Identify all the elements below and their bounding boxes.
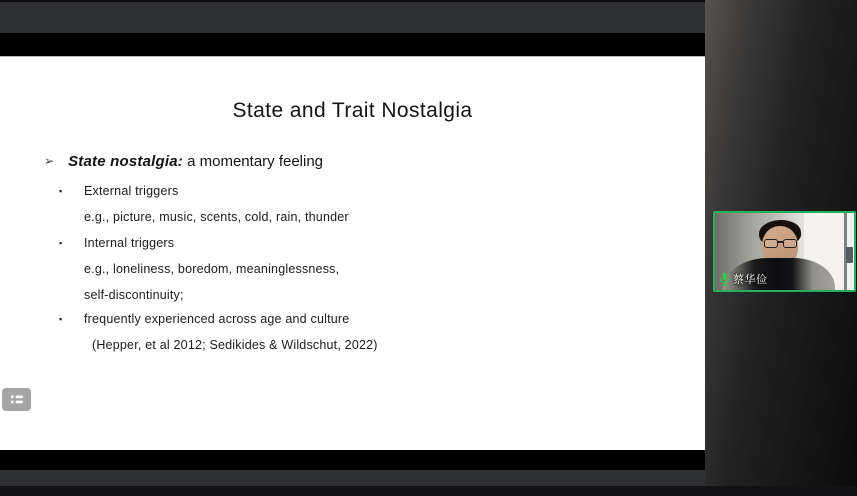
square-bullet-icon: ▪ — [59, 238, 63, 248]
window-latch — [846, 247, 853, 263]
square-bullet-icon: ▪ — [59, 314, 63, 324]
bottom-gray-bar — [0, 470, 705, 487]
participant-video-tile[interactable] — [713, 211, 856, 292]
slide-line-external-examples: e.g., picture, music, scents, cold, rain, thunder — [84, 210, 349, 224]
slide-line-frequency: frequently experienced across age and culture — [84, 312, 350, 326]
slide-line-self-discontinuity: self-discontinuity; — [84, 288, 184, 302]
top-gray-bar — [0, 0, 705, 33]
slide-line-internal-triggers: Internal triggers — [84, 236, 175, 250]
lead-bold-text: State nostalgia: — [68, 153, 183, 170]
slide-list-button[interactable] — [2, 388, 31, 411]
bottom-dark-strip — [0, 486, 857, 496]
bottom-letterbox — [0, 450, 705, 470]
lead-rest-text: a momentary feeling — [182, 153, 324, 170]
arrow-bullet-icon: ➢ — [44, 154, 55, 168]
presentation-slide — [0, 56, 705, 450]
square-bullet-icon: ▪ — [59, 186, 63, 196]
slide-lead-bullet-line — [44, 153, 323, 170]
slide-line-external-triggers: External triggers — [84, 184, 179, 198]
participant-name-tag — [719, 271, 768, 287]
slide-line-internal-examples: e.g., loneliness, boredom, meaninglessness, — [84, 262, 340, 276]
top-letterbox — [0, 33, 705, 56]
slide-title: State and Trait Nostalgia — [232, 99, 473, 122]
slide-line-citation: (Hepper, et al 2012; Sedikides & Wildschut, 2022) — [92, 338, 378, 352]
participant-name: 蔡华俭 — [733, 274, 768, 286]
list-icon — [9, 393, 25, 406]
person-glasses — [764, 239, 797, 248]
microphone-icon — [719, 272, 730, 286]
